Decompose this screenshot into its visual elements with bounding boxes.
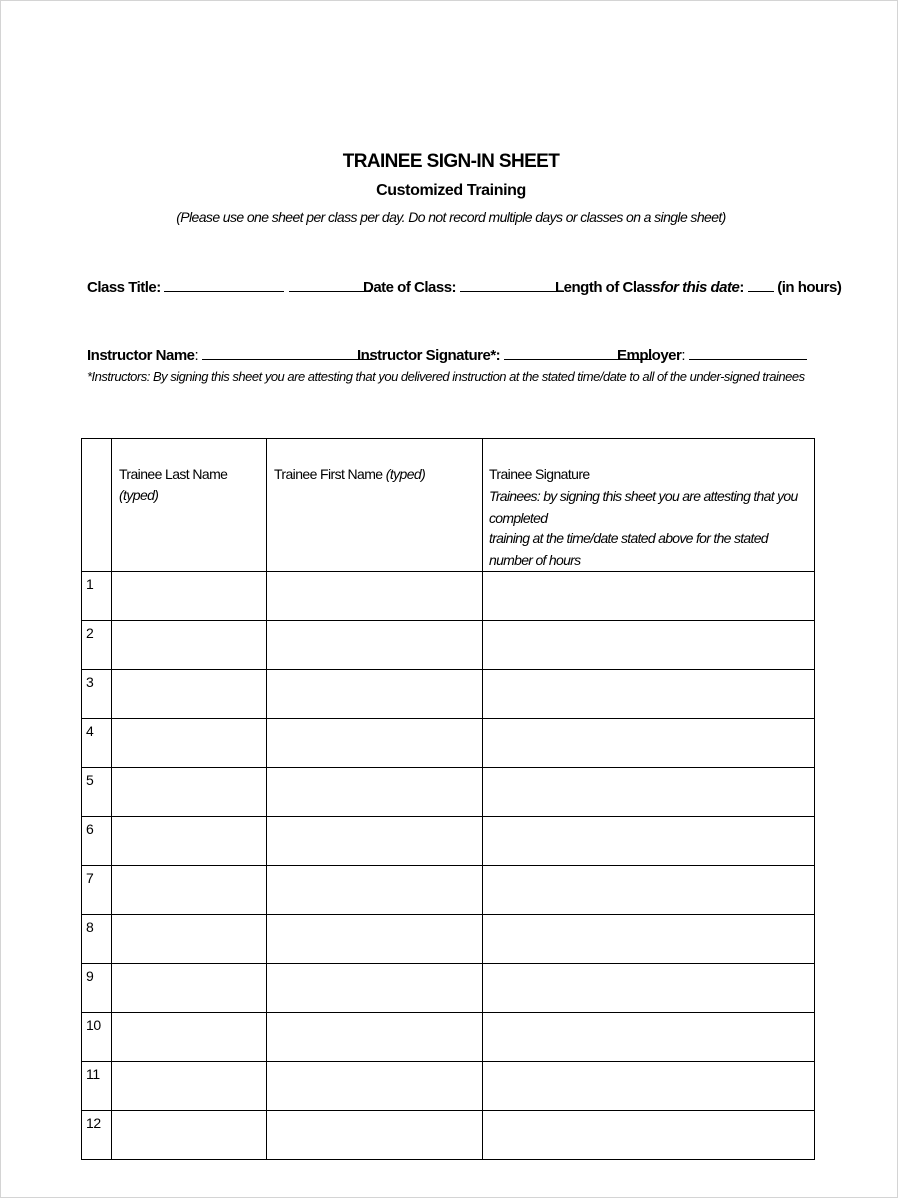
employer-label: Employer [617,347,682,364]
signature-cell[interactable] [483,719,815,768]
row-number: 8 [82,915,112,964]
row-number: 10 [82,1013,112,1062]
signature-cell[interactable] [483,621,815,670]
row-number: 3 [82,670,112,719]
first-name-cell[interactable] [267,915,483,964]
last-name-header-note: (typed) [119,487,159,503]
length-of-class-blank[interactable] [748,277,774,292]
first-name-cell[interactable] [267,719,483,768]
signature-cell[interactable] [483,1111,815,1160]
table-row [82,621,815,670]
last-name-cell[interactable] [112,817,267,866]
row-number: 11 [82,1062,112,1111]
instructor-signature-field [357,345,652,364]
last-name-cell[interactable] [112,719,267,768]
table-row [82,768,815,817]
row-number-header [82,439,112,572]
table-row [82,670,815,719]
signature-cell[interactable] [483,817,815,866]
instructor-name-field [87,345,374,364]
last-name-cell[interactable] [112,866,267,915]
row-number: 9 [82,964,112,1013]
first-name-cell[interactable] [267,964,483,1013]
instructor-name-blank[interactable] [202,345,374,360]
first-name-header [267,439,483,572]
signature-header-note-1: Trainees: by signing this sheet you are attesting that you completed [489,488,798,526]
table-row [82,572,815,621]
signature-header-note-2: training at the time/date stated above for the stated number of hours [489,530,768,568]
length-colon: : [739,279,744,296]
table-row [82,1111,815,1160]
first-name-cell[interactable] [267,621,483,670]
length-of-class-label: Length of Class [555,279,661,296]
row-number: 1 [82,572,112,621]
last-name-cell[interactable] [112,572,267,621]
length-unit: (in hours) [777,279,842,296]
first-name-cell[interactable] [267,866,483,915]
date-of-class-label: Date of Class: [363,279,457,296]
instructor-name-colon: : [194,347,199,364]
row-number: 4 [82,719,112,768]
first-name-cell[interactable] [267,1062,483,1111]
table-row [82,719,815,768]
page-title: TRAINEE SIGN-IN SHEET [342,151,560,172]
last-name-cell[interactable] [112,621,267,670]
table-row [82,1013,815,1062]
table-header-row [82,439,815,572]
last-name-header [112,439,267,572]
signature-cell[interactable] [483,915,815,964]
length-of-class-italic: for this date [660,279,740,296]
first-name-cell[interactable] [267,670,483,719]
instructor-signature-label: Instructor Signature*: [357,347,501,364]
signature-cell[interactable] [483,768,815,817]
class-title-blank[interactable] [164,277,284,292]
table-row [82,964,815,1013]
class-title-field [87,277,371,296]
signature-cell[interactable] [483,1013,815,1062]
last-name-cell[interactable] [112,964,267,1013]
row-number: 7 [82,866,112,915]
first-name-cell[interactable] [267,572,483,621]
page-subtitle: Customized Training [376,182,526,199]
trainee-table [81,438,815,1160]
row-number: 5 [82,768,112,817]
row-number: 12 [82,1111,112,1160]
table-row [82,817,815,866]
class-title-label: Class Title: [87,279,161,296]
length-of-class-field [555,277,841,296]
last-name-cell[interactable] [112,1013,267,1062]
instructor-name-label: Instructor Name [87,347,195,364]
first-name-cell[interactable] [267,1013,483,1062]
table-row [82,1062,815,1111]
last-name-header-label: Trainee Last Name [119,466,228,482]
first-name-cell[interactable] [267,768,483,817]
first-name-cell[interactable] [267,1111,483,1160]
last-name-cell[interactable] [112,768,267,817]
class-title-blank-2[interactable] [289,277,371,292]
row-number: 6 [82,817,112,866]
first-name-header-note: (typed) [385,466,426,482]
signature-cell[interactable] [483,1062,815,1111]
employer-blank[interactable] [689,345,807,360]
last-name-cell[interactable] [112,1111,267,1160]
last-name-cell[interactable] [112,915,267,964]
first-name-header-label: Trainee First Name [274,466,383,482]
signature-cell[interactable] [483,866,815,915]
signature-header [483,439,815,572]
first-name-cell[interactable] [267,817,483,866]
table-row [82,915,815,964]
signature-cell[interactable] [483,670,815,719]
employer-field [617,345,807,364]
instructor-attestation-note: *Instructors: By signing this sheet you are attesting that you delivered instruction at the stated time/date to all of the under-signed trainees [87,369,805,384]
signature-cell[interactable] [483,572,815,621]
date-of-class-blank[interactable] [460,277,564,292]
last-name-cell[interactable] [112,1062,267,1111]
employer-colon: : [681,347,686,364]
last-name-cell[interactable] [112,670,267,719]
row-number: 2 [82,621,112,670]
usage-instructions: (Please use one sheet per class per day. Do not record multiple days or classes on a single sheet) [176,209,726,225]
signature-cell[interactable] [483,964,815,1013]
signature-header-label: Trainee Signature [489,466,590,482]
date-of-class-field [363,277,564,296]
table-row [82,866,815,915]
